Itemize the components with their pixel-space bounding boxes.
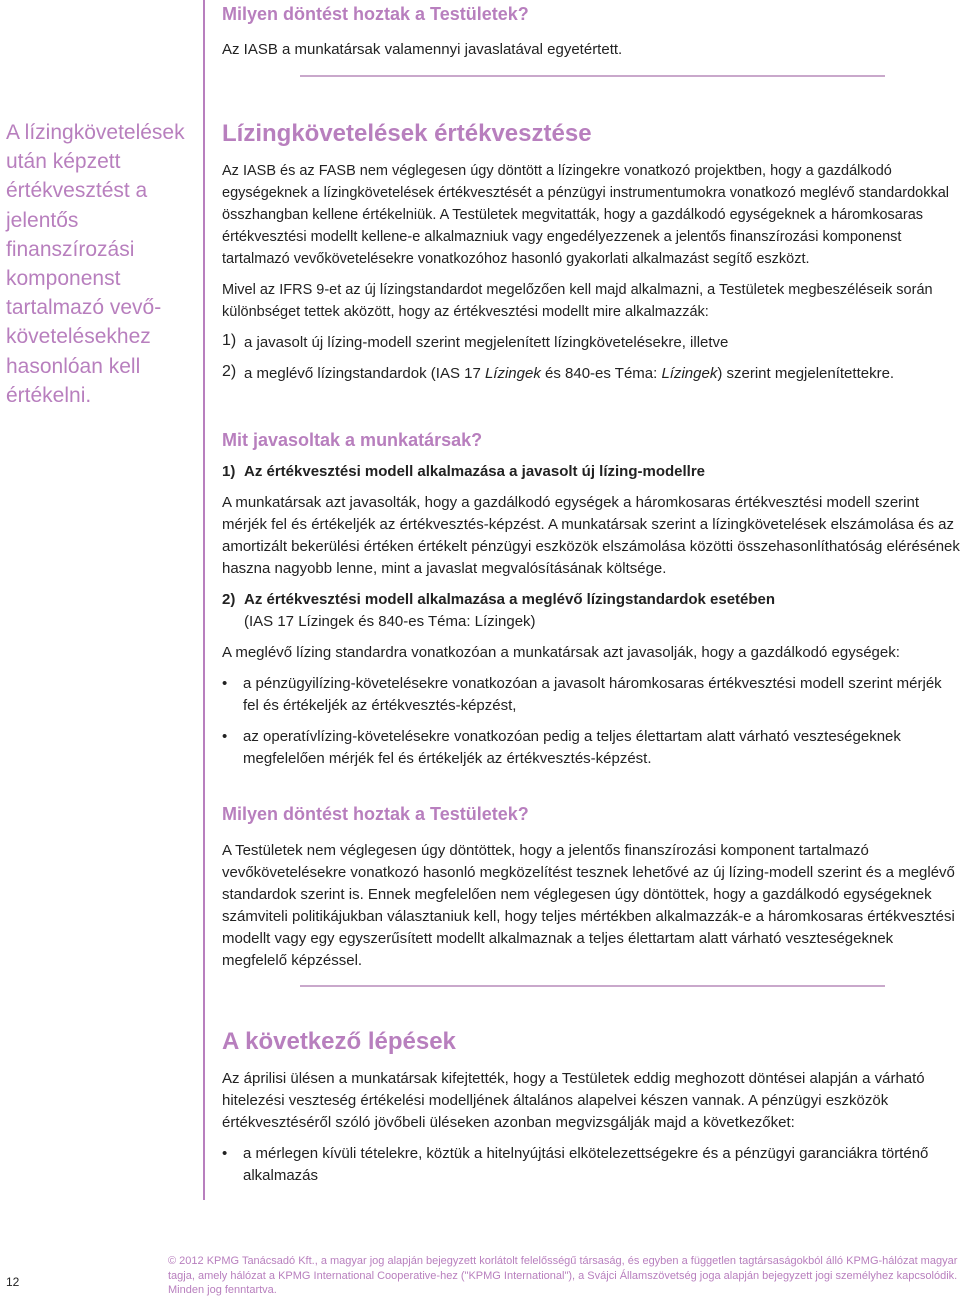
copyright-footer: © 2012 KPMG Tanácsadó Kft., a magyar jog alapján bejegyzett korlátolt felelősségű társaság, és egyben a független tagtársaságokból álló KPMG-hálózat magyar tagja, amely hálózat a KPMG International Cooperative-hez ("KPMG International"), a Svájci Államszövetség joga alapján bejegyzett jogi személyhez kapcsolódik. Minden jog fenntartva.	[168, 1255, 958, 1296]
vertical-divider	[203, 0, 205, 1200]
bullet-icon: •	[222, 1145, 228, 1162]
section-lease-impairment	[222, 120, 960, 385]
next-steps-title: A következő lépések	[222, 1028, 456, 1055]
section-board-decision	[222, 803, 960, 972]
section-paragraph-1: Az IASB és az FASB nem véglegesen úgy döntött a lízingekre vonatkozó projektben, hogy a gazdálkodó egységeknek a lízingkövetelések értékvesztését a pénzügyi instrumentumokra vonatkozó meglévő standardokkal összhangban kellene értékelniük. A Testületek megvitatták, hogy a gazdálkodó egységeknek a háromkosaras értékvesztési modellt kellene-e alkalmazniuk vagy engedélyezzenek a jelentős finanszírozási komponenst tartalmazó vevőkövetelésekre vonatkozóhoz hasonló gyakorlati alkalmazást segítő eszközt.	[222, 163, 950, 267]
list-text: a meglévő lízingstandardok (IAS 17 Lízingek és 840-es Téma: Lízingek) szerint megjelenítettekre.	[244, 365, 895, 382]
bullet-icon: •	[222, 675, 228, 692]
sidebar-pull-quote: A lízingkövetelések után képzett értékvesztést a jelentős finanszírozási komponenst tartalmazó vevő-követelésekhez hasonlóan kell értékelni.	[6, 121, 185, 407]
recommendation-1-title: 1) Az értékvesztési modell alkalmazása a javasolt új lízing-modellre	[222, 463, 706, 480]
list-text: a javasolt új lízing-modell szerint megjelenített lízingkövetelésekre, illetve	[244, 334, 729, 351]
list-number: 1)	[222, 332, 237, 349]
section-paragraph-2: Mivel az IFRS 9-et az új lízingstandardot megelőzően kell majd alkalmazni, a Testületek megbeszéléseik során különbséget tettek aközött, hogy az értékvesztési modellt mire alkalmazzák:	[222, 282, 933, 320]
list-item	[222, 332, 960, 354]
section-title: Lízingkövetelések értékvesztése	[222, 120, 592, 147]
bullet-icon: •	[222, 728, 228, 745]
next-steps-text: Az áprilisi ülésen a munkatársak kifejtették, hogy a Testületek eddig meghozott döntései alapján a várható hitelezési veszteség értékelési modelljének általános alapelvei készen vannak. A pénzügyi eszközök értékvesztéséről szóló jövőbeli üléseken azonban megvizsgálják majd a következőket:	[222, 1070, 925, 1131]
page-number: 12	[6, 1275, 20, 1289]
recommendation-2-intro: A meglévő lízing standardra vonatkozóan a munkatársak azt javasolják, hogy a gazdálkodó egységek:	[222, 644, 900, 661]
recommendation-2-subtitle: (IAS 17 Lízingek és 840-es Téma: Lízingek)	[244, 613, 536, 630]
bullet-item: • a mérlegen kívüli tételekre, köztük a hitelnyújtási elkötelezettségekre és a pénzügyi garanciákra történő alkalmazás	[222, 1145, 929, 1184]
divider-rule-2	[300, 985, 885, 987]
top-heading: Milyen döntést hoztak a Testületek?	[222, 4, 529, 24]
decision-text: A Testületek nem véglegesen úgy döntöttek, hogy a jelentős finanszírozási komponent tartalmazó vevőkövetelésekre vonatkozó hasonló megközelítést tesznek lehetővé az új lízing-modell szerint és a meglévő standardok szerint is. Ennek megfelelően nem véglegesen úgy döntöttek, hogy a gazdálkodó egységeknek számviteli politikájukban választaniuk kell, hogy teljes mértékben alkalmazzák-e a háromkosaras értékvesztési modellt vagy egy egyszerűsített modellt alkalmaznak a teljes élettartam alatt várható veszteségeknek megfelelő képzéssel.	[222, 842, 955, 969]
top-decision-block	[222, 3, 960, 61]
recommendation-2-title: 2) Az értékvesztési modell alkalmazása a meglévő lízingstandardok esetében (IAS 17 Lízingek és 840-es Téma: Lízingek)	[222, 589, 960, 633]
staff-heading: Mit javasoltak a munkatársak?	[222, 430, 483, 450]
list-number: 2)	[222, 363, 237, 380]
recommendation-1-text: A munkatársak azt javasolták, hogy a gazdálkodó egységek a háromkosaras értékvesztési modell szerint mérjék fel és értékeljék az értékvesztés-képzést. A munkatársak szerint a lízingkövetelések elszámolása és az amortizált bekerülési értéken értékelt pénzügyi eszközök elszámolása közötti összehasonlíthatóság elérésének haszna nagyobb lenne, mint a javaslat megvalósításának költsége.	[222, 494, 960, 577]
decision-heading: Milyen döntést hoztak a Testületek?	[222, 804, 529, 824]
top-text: Az IASB a munkatársak valamennyi javaslatával egyetértett.	[222, 41, 623, 58]
divider-rule-1	[300, 75, 885, 77]
list-item	[222, 363, 960, 385]
section-next-steps	[222, 1028, 960, 1187]
bullet-item: • az operatívlízing-követelésekre vonatkozóan pedig a teljes élettartam alatt várható veszteségeknek megfelelően mérjék fel és értékeljék az értékvesztés-képzést.	[222, 728, 901, 767]
bullet-item: • a pénzügyilízing-követelésekre vonatkozóan a javasolt háromkosaras értékvesztési modell szerint mérjék fel és értékeljék az értékvesztés-képzést,	[222, 675, 942, 714]
section-staff-recommendation	[222, 429, 960, 770]
